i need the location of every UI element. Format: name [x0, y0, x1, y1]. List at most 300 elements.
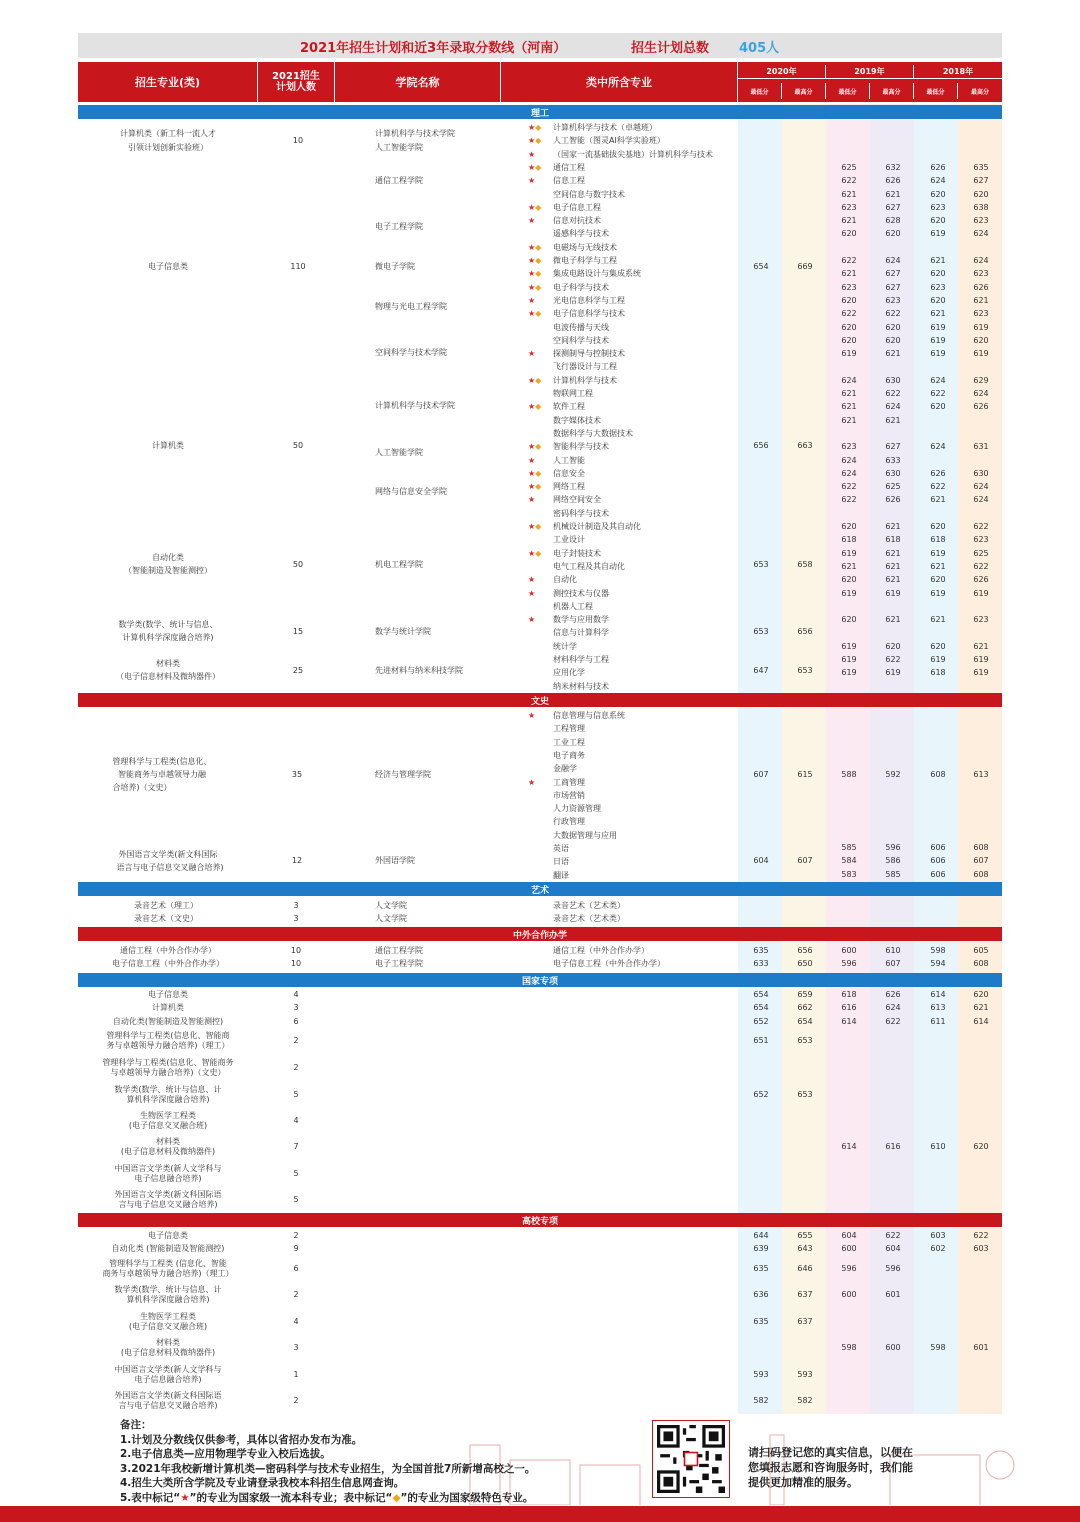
score-2020-max: 669 [797, 262, 813, 271]
score: 608 [973, 869, 989, 879]
score: 625 [841, 162, 857, 172]
score: 623 [973, 216, 989, 226]
score: 621 [930, 256, 946, 265]
header-max: 最高分 [870, 83, 914, 99]
diamond-icon: ◆ [535, 256, 542, 265]
score: 619 [973, 349, 989, 359]
score: 598 [841, 1343, 857, 1352]
major-name: 统计学 [553, 641, 577, 651]
page-title: 2021年招生计划和近3年录取分数线（河南） [300, 41, 567, 56]
group-name: 材料类 [156, 659, 180, 668]
score: 600 [841, 1290, 857, 1299]
score: 621 [841, 561, 857, 571]
section-ligong: 理工 [78, 105, 1002, 119]
group-name: (电子信息材料及微纳器件) [120, 1348, 216, 1357]
score: 621 [885, 349, 901, 359]
major-name: 工商管理 [553, 777, 585, 787]
group-name: 管理科学与工程类(信息化、智能商 [106, 1031, 230, 1040]
major-name: 计算机科学与技术（卓越班） [553, 123, 657, 132]
group-plan: 2 [293, 1063, 299, 1072]
score: 626 [885, 176, 901, 186]
score: 603 [973, 1244, 989, 1253]
college-name: 人工智能学院 [375, 143, 423, 152]
star-icon: ★ [528, 588, 536, 598]
group-name: 引领计划创新实验班） [128, 143, 208, 152]
diamond-icon: ◆ [535, 123, 542, 132]
major-name: 网络空间安全 [553, 495, 601, 505]
major-marker [528, 123, 541, 133]
score: 636 [753, 1290, 769, 1299]
score: 598 [930, 946, 946, 955]
score: 620 [885, 229, 901, 239]
score: 616 [841, 1003, 857, 1012]
score: 652 [753, 1090, 769, 1099]
college-name: 机电工程学院 [375, 560, 423, 569]
major-name: 电气工程及其自动化 [553, 561, 625, 571]
score: 613 [973, 770, 989, 779]
major-name: 电子封装技术 [553, 548, 601, 558]
score: 619 [930, 588, 946, 598]
major-name: 密码科学与技术 [553, 508, 609, 518]
college-name: 计算机科学与技术学院 [375, 129, 455, 138]
score: 652 [753, 1017, 769, 1026]
score: 614 [841, 1017, 857, 1026]
score: 627 [885, 269, 901, 279]
star-icon: ★ [528, 216, 536, 226]
star-icon: ★ [528, 522, 536, 531]
score: 624 [973, 482, 989, 492]
diamond-icon: ◆ [535, 309, 542, 319]
score: 621 [930, 495, 946, 505]
header-min: 最低分 [826, 83, 870, 99]
college-name: 人文学院 [375, 914, 407, 923]
group-plan: 2 [293, 1231, 299, 1240]
group-plan: 10 [292, 136, 304, 145]
major-marker [528, 575, 535, 585]
group-name: 电子信息工程（中外合作办学） [112, 959, 224, 968]
major-name: 数学与应用数学 [553, 615, 609, 625]
group-name: 计算机类 [152, 1003, 184, 1012]
group-plan: 12 [291, 856, 303, 865]
major-name: 空间信息与数字技术 [553, 189, 625, 199]
score: 607 [753, 770, 769, 779]
major-name: 市场营销 [553, 790, 585, 800]
score: 620 [841, 295, 857, 305]
score: 602 [930, 1244, 946, 1253]
score: 600 [841, 946, 857, 955]
group-name: 言与电子信息交叉融合培养) [118, 1401, 218, 1410]
college-name: 物理与光电工程学院 [375, 302, 447, 311]
diamond-icon: ◆ [535, 548, 542, 558]
star-icon: ★ [528, 149, 536, 159]
group-name: 计算机类（新工科一流人才 [120, 129, 216, 138]
header-major-class: 招生专业(类) [78, 62, 258, 102]
score: 662 [797, 1003, 813, 1012]
college-name: 外国语学院 [375, 856, 415, 865]
score: 618 [930, 668, 946, 678]
score: 619 [841, 655, 857, 664]
group-name: 管理科学与工程类 (信息化、智能 [109, 1259, 227, 1268]
group-plan: 6 [293, 1017, 299, 1026]
group-plan: 5 [293, 1090, 299, 1099]
score: 623 [930, 202, 946, 212]
group-name: 电子信息类 [148, 1231, 188, 1240]
score: 638 [973, 202, 989, 212]
diamond-icon: ◆ [392, 1491, 401, 1504]
major-name: 信息与计算科学 [553, 628, 609, 638]
group-name: 数学类(数学、统计与信息、计 [114, 1085, 222, 1094]
group-name: 务与卓越领导力融合培养)（理工） [106, 1041, 230, 1050]
score: 614 [841, 1142, 857, 1151]
score: 616 [885, 1142, 901, 1151]
score: 623 [841, 282, 857, 292]
diamond-icon: ◆ [535, 202, 542, 212]
major-marker [528, 136, 541, 146]
group-plan: 50 [292, 441, 304, 450]
group-plan: 25 [292, 666, 304, 675]
score: 622 [885, 1017, 901, 1026]
score: 621 [885, 522, 901, 531]
score: 624 [973, 229, 989, 239]
score: 635 [753, 946, 769, 955]
major-name: 自动化 [553, 575, 577, 585]
major-name: 电子科学与技术 [553, 282, 609, 292]
group-plan: 3 [293, 901, 299, 910]
major-marker [528, 256, 541, 266]
score: 621 [841, 389, 857, 398]
major-name: 行政管理 [553, 817, 585, 827]
score: 624 [841, 455, 857, 465]
header-max: 最高分 [782, 83, 826, 99]
section-hezuo: 中外合作办学 [78, 927, 1002, 941]
notes [120, 1418, 535, 1505]
group-plan: 50 [292, 560, 304, 569]
score: 593 [753, 1370, 769, 1379]
score: 654 [753, 990, 769, 999]
group-name: 管理科学与工程类(信息化、智能商务 [102, 1058, 234, 1067]
college-name: 计算机科学与技术学院 [375, 401, 455, 410]
score: 624 [973, 495, 989, 505]
star-icon: ★ [528, 256, 536, 265]
college-name: 电子工程学院 [375, 959, 423, 968]
major-name: 微电子科学与工程 [553, 256, 617, 265]
score: 603 [930, 1231, 946, 1240]
score: 622 [930, 389, 946, 398]
star-icon: ★ [528, 402, 536, 412]
group-name: 通信工程（中外合作办学） [120, 946, 216, 955]
score: 644 [753, 1231, 769, 1240]
section-guojia: 国家专项 [78, 973, 1002, 987]
major-name: 电子信息工程（中外合作办学） [553, 959, 665, 968]
score: 618 [841, 535, 857, 545]
major-name: 机器人工程 [553, 601, 593, 611]
group-name: 自动化类 [152, 553, 184, 562]
header-college: 学院名称 [335, 62, 501, 102]
major-name: 工程管理 [553, 724, 585, 734]
score: 611 [930, 1017, 946, 1026]
group-plan: 5 [293, 1169, 299, 1178]
group-plan: 110 [290, 262, 306, 271]
college-name: 先进材料与纳米科技学院 [375, 666, 463, 675]
group-name: 自动化类(智能制造及智能测控) [112, 1017, 224, 1026]
group-plan: 35 [291, 770, 303, 779]
score: 625 [973, 548, 989, 558]
score: 621 [841, 415, 857, 425]
major-marker [528, 216, 535, 226]
score: 621 [930, 561, 946, 571]
score: 606 [930, 869, 946, 879]
score: 656 [797, 946, 813, 955]
star-icon: ★ [528, 282, 536, 292]
header-year-2018: 2018年 [914, 65, 1002, 79]
score: 594 [930, 959, 946, 968]
score: 627 [885, 442, 901, 452]
score: 653 [797, 1036, 813, 1045]
major-name: 翻译 [553, 870, 569, 880]
score: 596 [885, 843, 901, 852]
score: 655 [797, 1231, 813, 1240]
group-name: 电子信息融合培养) [134, 1375, 202, 1384]
score: 622 [973, 522, 989, 531]
score: 650 [797, 959, 813, 968]
college-name: 电子工程学院 [375, 222, 423, 231]
group-name: 中国语言文学类(新人文学科与 [114, 1164, 222, 1173]
score: 621 [841, 402, 857, 412]
major-name: 人工智能 [553, 455, 585, 465]
group-name: 计算机类 [152, 441, 184, 450]
score: 620 [930, 641, 946, 651]
major-marker [528, 376, 541, 386]
group-name: 合培养)（文史） [112, 783, 172, 792]
score: 626 [973, 575, 989, 585]
score-2020-max: 658 [797, 560, 813, 569]
group-plan: 2 [293, 1396, 299, 1405]
score: 626 [885, 495, 901, 505]
major-name: 智能科学与技术 [553, 442, 609, 452]
group-name: 外国语言文学类(新文科国际语 [114, 1190, 222, 1199]
college-name: 人工智能学院 [375, 448, 423, 457]
major-marker [528, 402, 541, 412]
score: 624 [885, 256, 901, 265]
major-name: 遥感科学与技术 [553, 229, 609, 239]
score: 622 [930, 482, 946, 492]
star-icon: ★ [528, 548, 536, 558]
score: 615 [797, 770, 813, 779]
score: 608 [973, 959, 989, 968]
score: 626 [930, 162, 946, 172]
score: 621 [885, 561, 901, 571]
group-name: 言与电子信息交叉融合培养) [118, 1200, 218, 1209]
star-icon: ★ [528, 575, 536, 585]
major-name: 人力资源管理 [553, 804, 601, 814]
score: 630 [885, 468, 901, 478]
score: 622 [841, 256, 857, 265]
score: 621 [841, 216, 857, 226]
group-plan: 3 [293, 1343, 299, 1352]
score: 619 [885, 588, 901, 598]
score-2020-max: 663 [797, 441, 813, 450]
score: 623 [841, 202, 857, 212]
group-name: 录音艺术（理工） [134, 901, 198, 910]
diamond-icon: ◆ [535, 136, 542, 146]
major-name: 电子信息工程 [553, 202, 601, 212]
group-plan: 3 [293, 1003, 299, 1012]
group-name: 语言与电子信息交叉融合培养) [116, 863, 224, 872]
group-plan: 3 [293, 914, 299, 923]
score: 621 [973, 641, 989, 651]
group-name: 商务与卓越领导力融合培养)（理工） [102, 1269, 234, 1278]
major-marker [528, 296, 535, 306]
score: 622 [885, 309, 901, 319]
score: 621 [973, 1003, 989, 1012]
star-icon: ★ [528, 482, 536, 492]
score: 618 [841, 990, 857, 999]
major-name: 空间科学与技术 [553, 335, 609, 345]
major-name: 电子商务 [553, 750, 585, 760]
major-marker [528, 150, 535, 160]
college-name: 数学与统计学院 [375, 627, 431, 636]
score: 618 [885, 535, 901, 545]
note-item: 3.2021年我校新增计算机类—密码科学与技术专业招生，为全国首批7所新增高校之一。 [120, 1462, 536, 1475]
score: 631 [973, 442, 989, 452]
score: 620 [973, 189, 989, 199]
group-plan: 9 [293, 1244, 299, 1253]
major-marker [528, 522, 541, 532]
score: 619 [930, 655, 946, 664]
score: 610 [885, 946, 901, 955]
group-plan: 4 [293, 990, 299, 999]
score: 621 [885, 615, 901, 625]
score: 620 [930, 402, 946, 412]
score: 607 [797, 856, 813, 865]
major-name: 录音艺术（艺术类） [553, 901, 625, 910]
diamond-icon: ◆ [535, 522, 542, 531]
major-name: 机械设计制造及其自动化 [553, 522, 641, 531]
score: 620 [841, 322, 857, 332]
score-2020-max: 656 [797, 627, 813, 636]
college-name: 空间科学与技术学院 [375, 348, 447, 357]
major-name: 信息工程 [553, 176, 585, 186]
score: 635 [753, 1317, 769, 1326]
group-name: 管理科学与工程类(信息化、 [112, 757, 212, 766]
score: 593 [797, 1370, 813, 1379]
score: 620 [841, 615, 857, 625]
score: 622 [885, 1231, 901, 1240]
diamond-icon: ◆ [535, 282, 542, 292]
score: 620 [841, 335, 857, 345]
score: 637 [797, 1317, 813, 1326]
major-name: 集成电路设计与集成系统 [553, 269, 641, 279]
group-plan: 4 [293, 1116, 299, 1125]
diamond-icon: ◆ [535, 442, 542, 452]
score: 620 [841, 575, 857, 585]
group-plan: 6 [293, 1264, 299, 1273]
score: 588 [841, 770, 857, 779]
score: 624 [930, 442, 946, 452]
group-name: 数学类(数学、统计与信息、 [118, 620, 218, 629]
star-icon: ★ [528, 375, 536, 385]
star-icon: ★ [528, 242, 536, 252]
major-name: 英语 [553, 844, 569, 853]
major-name: 金融学 [553, 764, 577, 774]
group-name: 计算机科学深度融合培养) [122, 633, 214, 642]
total-label: 招生计划总数 [631, 41, 710, 56]
score: 629 [973, 375, 989, 385]
score: 619 [973, 588, 989, 598]
score: 623 [973, 615, 989, 625]
score: 624 [841, 468, 857, 478]
score: 620 [973, 990, 989, 999]
score: 618 [930, 535, 946, 545]
major-name: 电波传播与天线 [553, 322, 609, 332]
major-name: 工业工程 [553, 737, 585, 747]
group-name: 录音艺术（文史） [134, 914, 198, 923]
score: 619 [930, 335, 946, 345]
star-icon: ★ [528, 176, 536, 186]
score: 653 [797, 1090, 813, 1099]
star-icon: ★ [528, 295, 536, 305]
score: 621 [973, 295, 989, 305]
score: 619 [841, 641, 857, 651]
score: 637 [797, 1290, 813, 1299]
score: 600 [885, 1343, 901, 1352]
header-year-2020: 2020年 [738, 65, 826, 79]
major-marker [528, 469, 541, 479]
college-name: 通信工程学院 [375, 176, 423, 185]
score: 620 [930, 269, 946, 279]
major-marker [528, 163, 541, 173]
score-2020-min: 656 [753, 441, 769, 450]
group-name: (电子信息材料及微纳器件) [120, 1147, 216, 1156]
group-name: 自动化类 (智能制造及智能测控) [111, 1244, 225, 1253]
note-item: 2.电子信息类—应用物理学专业入校后选拔。 [120, 1448, 331, 1460]
score: 604 [841, 1231, 857, 1240]
header-max: 最高分 [970, 88, 989, 96]
score: 619 [973, 668, 989, 678]
qr-instructions: 请扫码登记您的真实信息，以便在 您填报志愿和咨询服务时，我们能 提供更加精准的服务。 [748, 1446, 913, 1489]
score: 646 [797, 1264, 813, 1273]
score-2020-min: 654 [753, 262, 769, 271]
score-2020-min: 647 [753, 666, 769, 675]
major-marker [528, 203, 541, 213]
score-2020-min: 653 [753, 560, 769, 569]
note-item: 5.表中标记“★”的专业为国家级一流本科专业；表中标记“◆”的专业为国家级特色专业。 [120, 1491, 534, 1504]
star-icon: ★ [180, 1491, 190, 1504]
major-name: 软件工程 [553, 402, 585, 412]
score: 592 [885, 770, 901, 779]
score: 626 [973, 402, 989, 412]
group-name: (电子信息交叉融合班) [128, 1322, 208, 1331]
major-name: 网络工程 [553, 482, 585, 492]
major-name: 电子信息科学与技术 [553, 309, 625, 319]
major-marker [528, 349, 535, 359]
major-marker [528, 456, 535, 466]
diamond-icon: ◆ [535, 482, 542, 492]
score: 635 [973, 162, 989, 172]
group-name: 算机科学深度融合培养) [126, 1095, 210, 1104]
score: 621 [885, 415, 901, 425]
score: 620 [930, 189, 946, 199]
score: 608 [973, 843, 989, 852]
score: 620 [930, 522, 946, 531]
major-name: 数据科学与大数据技术 [553, 428, 633, 438]
score: 626 [885, 990, 901, 999]
qr-code[interactable] [652, 1420, 730, 1498]
score: 627 [885, 202, 901, 212]
score-2020-min: 653 [753, 627, 769, 636]
section-wenshi: 文史 [78, 693, 1002, 707]
major-marker [528, 269, 541, 279]
